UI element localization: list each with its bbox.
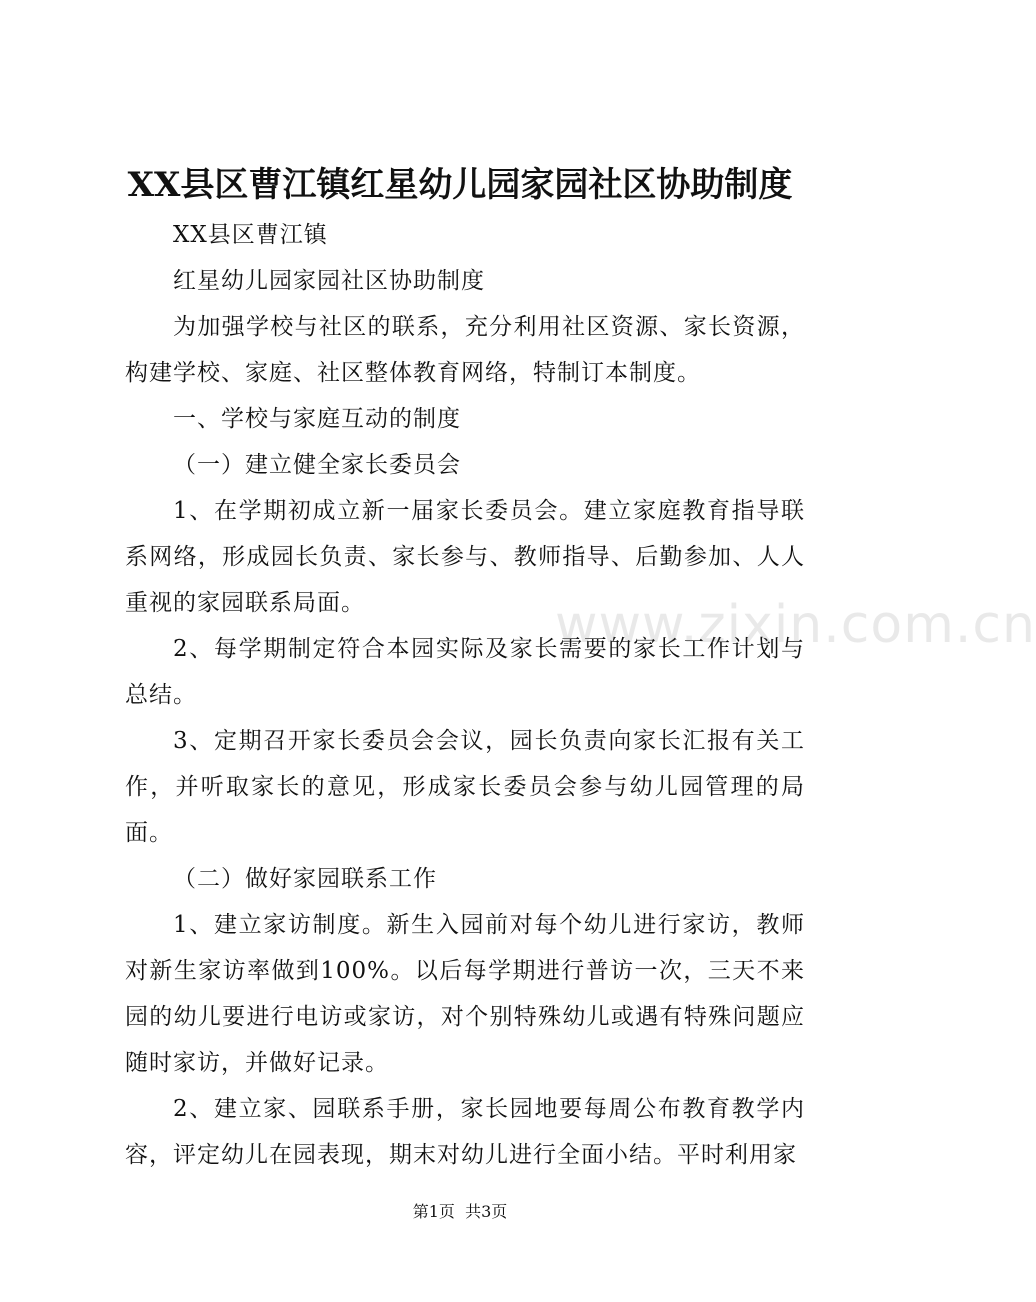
paragraph-item: 1、建立家访制度。新生入园前对每个幼儿进行家访，教师对新生家访率做到100%。以后每学期进行普访一次，三天不来园的幼儿要进行电访或家访，对个别特殊幼儿或遇有特殊问题应随时家访，并做好记录。 <box>125 912 805 1076</box>
paragraph-org-name: XX县区曹江镇 <box>173 222 328 248</box>
paragraph-intro: 为加强学校与社区的联系，充分利用社区资源、家长资源，构建学校、家庭、社区整体教育网络，特制订本制度。 <box>125 314 805 386</box>
subsection-heading-2: （二）做好家园联系工作 <box>173 866 437 892</box>
document-title: XX县区曹江镇红星幼儿园家园社区协助制度 <box>127 165 793 205</box>
document-body <box>125 212 805 1178</box>
paragraph-item: 3、定期召开家长委员会会议，园长负责向家长汇报有关工作，并听取家长的意见，形成家长委员会参与幼儿园管理的局面。 <box>125 728 805 846</box>
subsection-heading-1: （一）建立健全家长委员会 <box>173 452 461 478</box>
paragraph-subtitle: 红星幼儿园家园社区协助制度 <box>173 268 485 294</box>
paragraph-item: 1、在学期初成立新一届家长委员会。建立家庭教育指导联系网络，形成园长负责、家长参与、教师指导、后勤参加、人人重视的家园联系局面。 <box>125 498 805 616</box>
section-heading-1: 一、学校与家庭互动的制度 <box>173 406 461 432</box>
paragraph-item: 2、建立家、园联系手册，家长园地要每周公布教育教学内容，评定幼儿在园表现，期末对幼儿进行全面小结。平时利用家 <box>125 1096 805 1168</box>
watermark: www.zixin.com.cn <box>555 595 1036 655</box>
paragraph-item: 2、每学期制定符合本园实际及家长需要的家长工作计划与总结。 <box>125 636 805 708</box>
page-number-footer: 第1页 共3页 <box>412 1202 508 1221</box>
